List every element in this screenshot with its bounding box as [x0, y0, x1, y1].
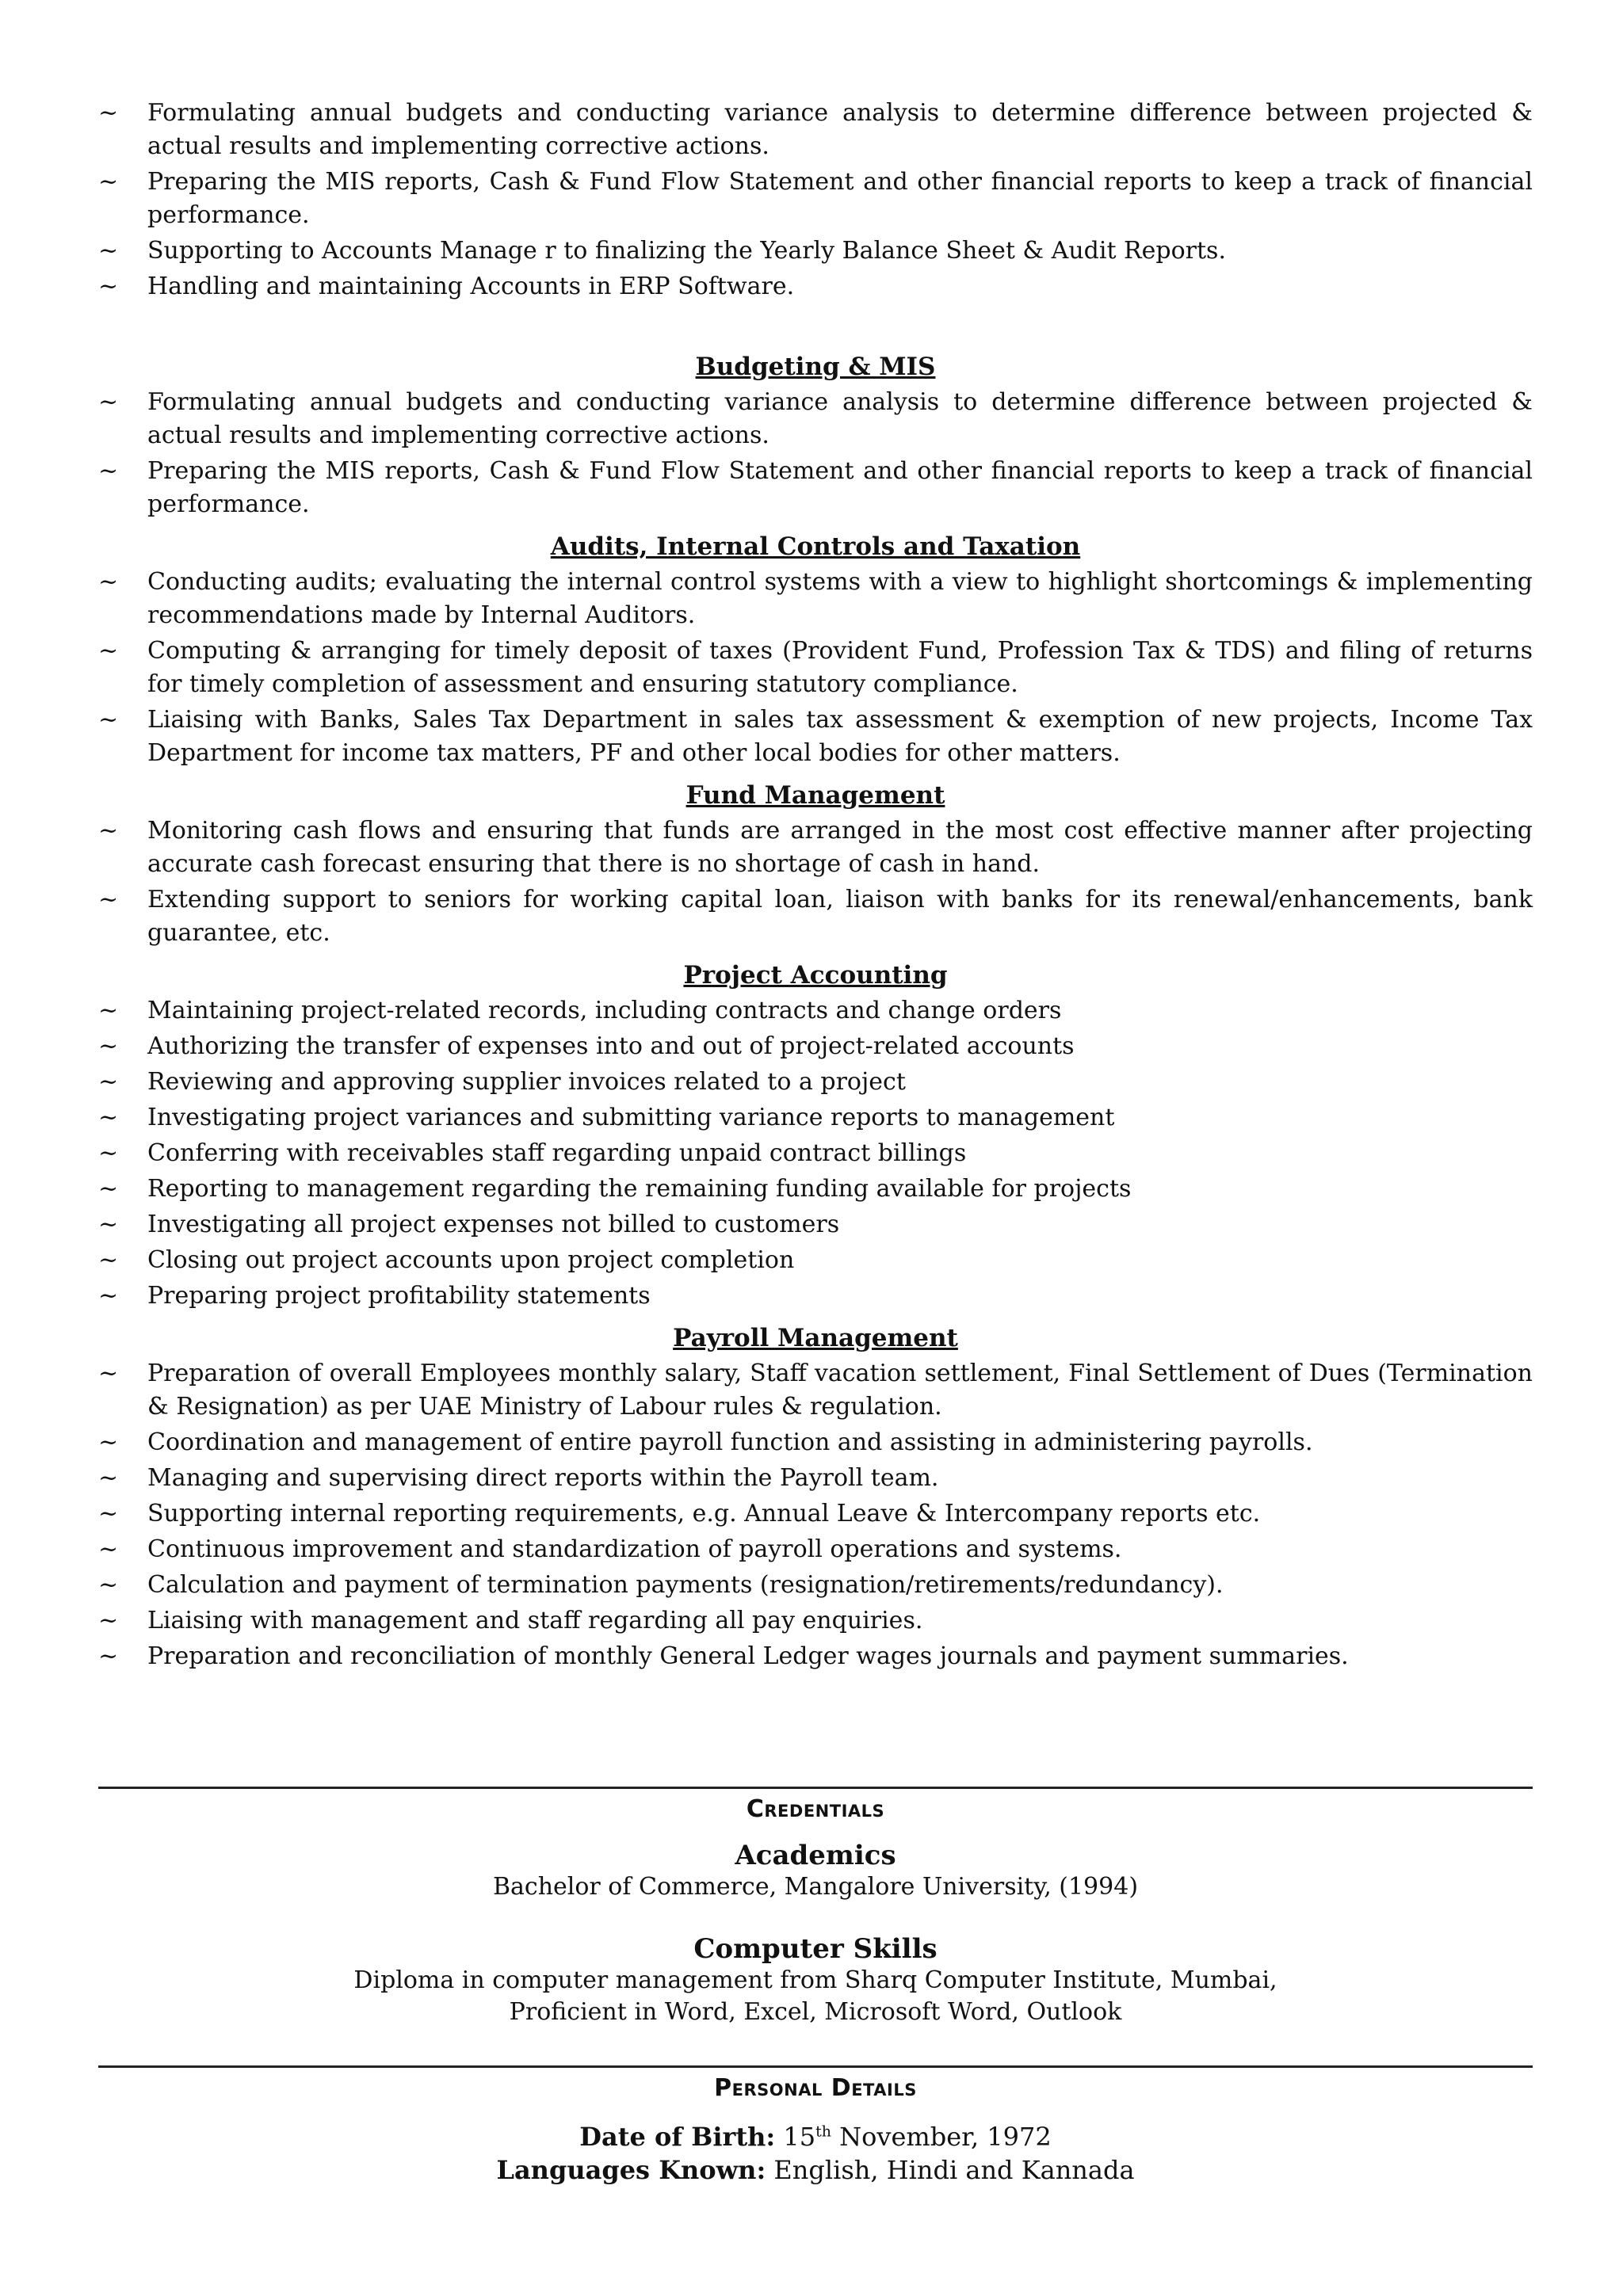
bullet-marker: ~ [98, 168, 119, 196]
list-item [98, 566, 1533, 632]
list-item-text: Calculation and payment of termination payments (resignation/retirements/redundancy). [147, 1571, 1224, 1599]
list-item-text: Conducting audits; evaluating the internal control systems with a view to highlight shortcomings & implementing recommendations made by Internal Auditors. [147, 568, 1533, 629]
list-item [98, 235, 1533, 268]
academics-text: Bachelor of Commerce, Mangalore University, (1994) [492, 1873, 1139, 1901]
list-item-text: Formulating annual budgets and conducting variance analysis to determine difference between projected & actual results and implementing corrective actions. [147, 99, 1533, 160]
list-item [98, 270, 1533, 303]
list-item-text: Reporting to management regarding the remaining funding available for projects [147, 1175, 1132, 1203]
bullet-marker: ~ [98, 817, 119, 845]
list-item-text: Liaising with Banks, Sales Tax Department in sales tax assessment & exemption of new projects, Income Tax Department for income tax matters, PF and other local bodies for other matters. [147, 706, 1533, 767]
list-item [98, 1173, 1533, 1206]
section-heading-audits: Audits, Internal Controls and Taxation [550, 532, 1081, 561]
section-heading-fund: Fund Management [685, 781, 945, 810]
list-item [98, 1604, 1533, 1638]
bullet-marker: ~ [98, 886, 119, 913]
list-item [98, 704, 1533, 770]
list-item [98, 883, 1533, 950]
list-item-text: Coordination and management of entire payroll function and assisting in administering payrolls. [147, 1428, 1313, 1456]
list-item [98, 166, 1533, 232]
list-item [98, 1462, 1533, 1495]
budgeting-list [98, 386, 1533, 521]
languages-row [98, 2153, 1533, 2187]
list-item-text: Preparing project profitability statements [147, 1282, 651, 1310]
personal-details-title: Personal Details [714, 2074, 917, 2102]
bullet-marker: ~ [98, 99, 119, 127]
bullet-marker: ~ [98, 1500, 119, 1527]
list-item-text: Maintaining project-related records, including contracts and change orders [147, 997, 1062, 1024]
personal-details-block [98, 2120, 1533, 2187]
list-item-text: Preparation of overall Employees monthly salary, Staff vacation settlement, Final Settlement of Dues (Termination & Resignation) as per UAE Ministry of Labour rules & regulation. [147, 1360, 1533, 1421]
list-item [98, 1426, 1533, 1459]
date-of-birth-day: 15 [783, 2122, 816, 2152]
list-item-text: Continuous improvement and standardization of payroll operations and systems. [147, 1535, 1122, 1563]
section-heading-project: Project Accounting [683, 961, 948, 990]
credentials-title: Credentials [746, 1795, 885, 1823]
list-item-text: Computing & arranging for timely deposit of taxes (Provident Fund, Profession Tax & TDS) and filing of returns for timely completion of assessment and ensuring statutory compliance. [147, 637, 1533, 698]
list-item [98, 386, 1533, 452]
list-item-text: Liaising with management and staff regarding all pay enquiries. [147, 1607, 923, 1634]
bullet-marker: ~ [98, 388, 119, 416]
payroll-list [98, 1357, 1533, 1673]
bullet-marker: ~ [98, 237, 119, 265]
list-item-text: Reviewing and approving supplier invoices related to a project [147, 1068, 906, 1096]
list-item [98, 1030, 1533, 1063]
bullet-marker: ~ [98, 997, 119, 1024]
computer-skills-line-1: Diploma in computer management from Sharq Computer Institute, Mumbai, [353, 1966, 1277, 1994]
bullet-marker: ~ [98, 1571, 119, 1599]
list-item-text: Preparation and reconciliation of monthly General Ledger wages journals and payment summaries. [147, 1642, 1349, 1670]
list-item-text: Supporting internal reporting requirements, e.g. Annual Leave & Intercompany reports etc. [147, 1500, 1261, 1527]
list-item [98, 1208, 1533, 1241]
spacer [98, 1903, 1533, 1933]
bullet-marker: ~ [98, 1360, 119, 1387]
list-item [98, 455, 1533, 521]
section-heading-payroll: Payroll Management [673, 1324, 958, 1352]
list-item-text: Investigating all project expenses not billed to customers [147, 1211, 840, 1238]
languages-value: English, Hindi and Kannada [773, 2155, 1135, 2185]
list-item [98, 1066, 1533, 1099]
list-item-text: Investigating project variances and submitting variance reports to management [147, 1104, 1115, 1131]
bullet-marker: ~ [98, 1032, 119, 1060]
credentials-divider [98, 1787, 1533, 1789]
list-item-text: Extending support to seniors for working capital loan, liaison with banks for its renewal/enhancements, bank guarantee, etc. [147, 886, 1533, 947]
list-item-text: Authorizing the transfer of expenses into and out of project-related accounts [147, 1032, 1075, 1060]
bullet-marker: ~ [98, 273, 119, 300]
date-of-birth-label: Date of Birth: [579, 2122, 776, 2152]
bullet-marker: ~ [98, 637, 119, 665]
bullet-marker: ~ [98, 1282, 119, 1310]
list-item-text: Managing and supervising direct reports within the Payroll team. [147, 1464, 939, 1492]
bullet-marker: ~ [98, 1104, 119, 1131]
bullet-marker: ~ [98, 1211, 119, 1238]
academics-title: Academics [735, 1840, 896, 1871]
list-item-text: Handling and maintaining Accounts in ERP Software. [147, 273, 795, 300]
bullet-marker: ~ [98, 1607, 119, 1634]
date-of-birth-suffix: th [815, 2122, 831, 2141]
list-item-text: Monitoring cash flows and ensuring that funds are arranged in the most cost effective manner after projecting accurate cash forecast ensuring that there is no shortage of cash in hand. [147, 817, 1533, 878]
computer-skills-title: Computer Skills [693, 1933, 938, 1965]
list-item [98, 1640, 1533, 1673]
list-item-text: Closing out project accounts upon project completion [147, 1246, 795, 1274]
bullet-marker: ~ [98, 457, 119, 485]
intro-bullet-list [98, 97, 1533, 303]
date-of-birth-value: November, 1972 [839, 2122, 1052, 2152]
languages-label: Languages Known: [496, 2155, 766, 2185]
bullet-marker: ~ [98, 1068, 119, 1096]
bullet-marker: ~ [98, 1175, 119, 1203]
credentials-block [98, 1840, 1533, 2028]
list-item [98, 814, 1533, 881]
bullet-marker: ~ [98, 568, 119, 596]
bullet-marker: ~ [98, 1535, 119, 1563]
experience-content [98, 97, 1533, 1676]
section-heading-budgeting: Budgeting & MIS [695, 353, 936, 381]
list-item-text: Conferring with receivables staff regarding unpaid contract billings [147, 1139, 967, 1167]
list-item [98, 1137, 1533, 1170]
list-item [98, 1280, 1533, 1313]
bullet-marker: ~ [98, 1246, 119, 1274]
bullet-marker: ~ [98, 706, 119, 734]
list-item [98, 1101, 1533, 1135]
date-of-birth-row [98, 2120, 1533, 2153]
list-item [98, 1497, 1533, 1531]
bullet-marker: ~ [98, 1428, 119, 1456]
bullet-marker: ~ [98, 1642, 119, 1670]
list-item [98, 1357, 1533, 1424]
bullet-marker: ~ [98, 1464, 119, 1492]
list-item [98, 635, 1533, 701]
list-item-text: Supporting to Accounts Manage r to finalizing the Yearly Balance Sheet & Audit Reports. [147, 237, 1226, 265]
fund-list [98, 814, 1533, 950]
list-item-text: Formulating annual budgets and conducting variance analysis to determine difference between projected & actual results and implementing corrective actions. [147, 388, 1533, 449]
computer-skills-line-2: Proficient in Word, Excel, Microsoft Word, Outlook [509, 1998, 1122, 2026]
bullet-marker: ~ [98, 1139, 119, 1167]
list-item [98, 994, 1533, 1028]
audits-list [98, 566, 1533, 770]
list-item [98, 1533, 1533, 1566]
list-item [98, 1244, 1533, 1277]
project-list [98, 994, 1533, 1313]
list-item [98, 1569, 1533, 1602]
list-item-text: Preparing the MIS reports, Cash & Fund Flow Statement and other financial reports to keep a track of financial performance. [147, 168, 1533, 229]
list-item-text: Preparing the MIS reports, Cash & Fund Flow Statement and other financial reports to keep a track of financial performance. [147, 457, 1533, 518]
list-item [98, 97, 1533, 163]
personal-details-divider [98, 2065, 1533, 2068]
